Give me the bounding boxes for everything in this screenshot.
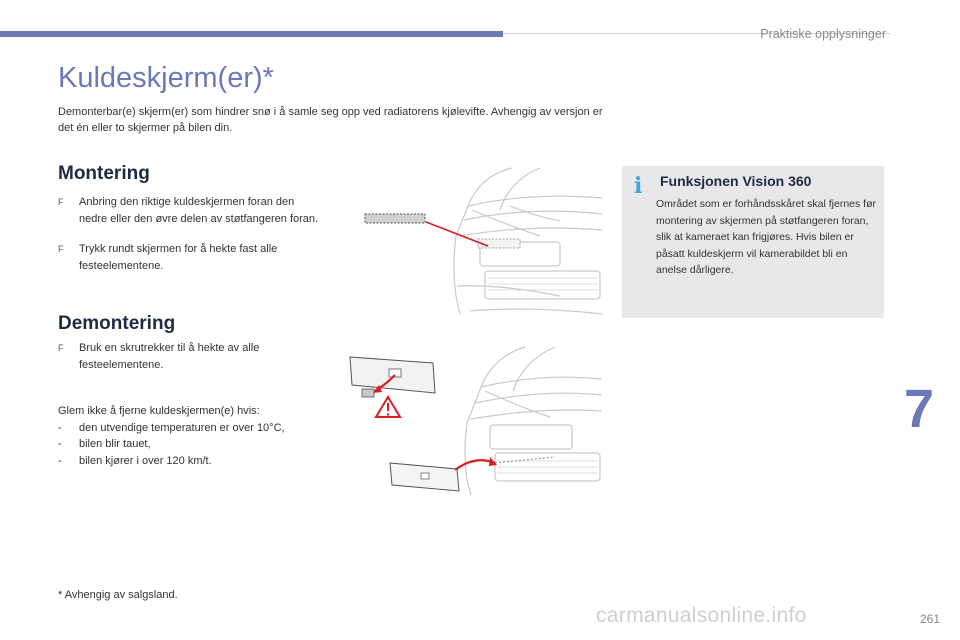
reminder-condition-text: bilen blir tauet, [79, 438, 151, 450]
dash-marker: - [58, 438, 62, 450]
page-title: Kuldeskjerm(er)* [58, 62, 274, 94]
header-bar [0, 31, 503, 37]
montering-item-text: Anbring den riktige kuldeskjermen foran den nedre eller den øvre delen av støtfangeren foran. [79, 196, 319, 225]
montering-item-2 [58, 241, 320, 274]
reminder-condition [58, 420, 328, 437]
info-icon: i [634, 173, 643, 199]
demontering-item-1 [58, 340, 320, 373]
bullet-icon: F [58, 197, 64, 207]
bullet-icon: F [58, 343, 64, 353]
removal-illustration [345, 345, 602, 495]
reminder-condition-text: bilen kjører i over 120 km/t. [79, 454, 212, 467]
reminder-block [58, 403, 328, 469]
info-title: Funksjonen Vision 360 [660, 173, 812, 189]
bullet-icon: F [58, 244, 64, 254]
intro-text: Demonterbar(e) skjerm(er) som hindrer snø i å samle seg opp ved radiatorens kjølevifte. Avhengig av versjon er det én eller to skjermer på bilen din. [58, 106, 603, 134]
demontering-item-text: Bruk en skrutrekker til å hekte av alle festeelementene. [79, 342, 260, 371]
section-label: Praktiske opplysninger [760, 27, 886, 41]
info-box [622, 166, 884, 318]
info-text: Området som er forhåndsskåret skal fjernes før montering av skjermen på støtfangeren foran, slik at kameraet kan frigjøres. Hvis bilen er påsatt kuldeskjerm vil kamerabildet bli en anelse dårligere. [656, 198, 876, 276]
reminder-condition-text: den utvendige temperaturen er over 10°C, [79, 421, 285, 434]
dash-marker: - [58, 421, 62, 434]
montering-heading: Montering [58, 163, 150, 184]
reminder-lead: Glem ikke å fjerne kuldeskjermen(e) hvis: [58, 405, 260, 417]
demontering-heading: Demontering [58, 313, 176, 334]
page-number: 261 [919, 612, 940, 626]
footnote: * Avhengig av salgsland. [58, 589, 178, 601]
chapter-number: 7 [904, 379, 935, 439]
montering-item-1 [58, 194, 320, 227]
watermark: carmanualsonline.info [596, 604, 807, 627]
dash-marker: - [58, 454, 62, 467]
reminder-condition [58, 453, 328, 470]
montering-item-text: Trykk rundt skjermen for å hekte fast alle festeelementene. [79, 243, 278, 272]
mounting-illustration [360, 166, 602, 316]
reminder-condition [58, 436, 328, 453]
